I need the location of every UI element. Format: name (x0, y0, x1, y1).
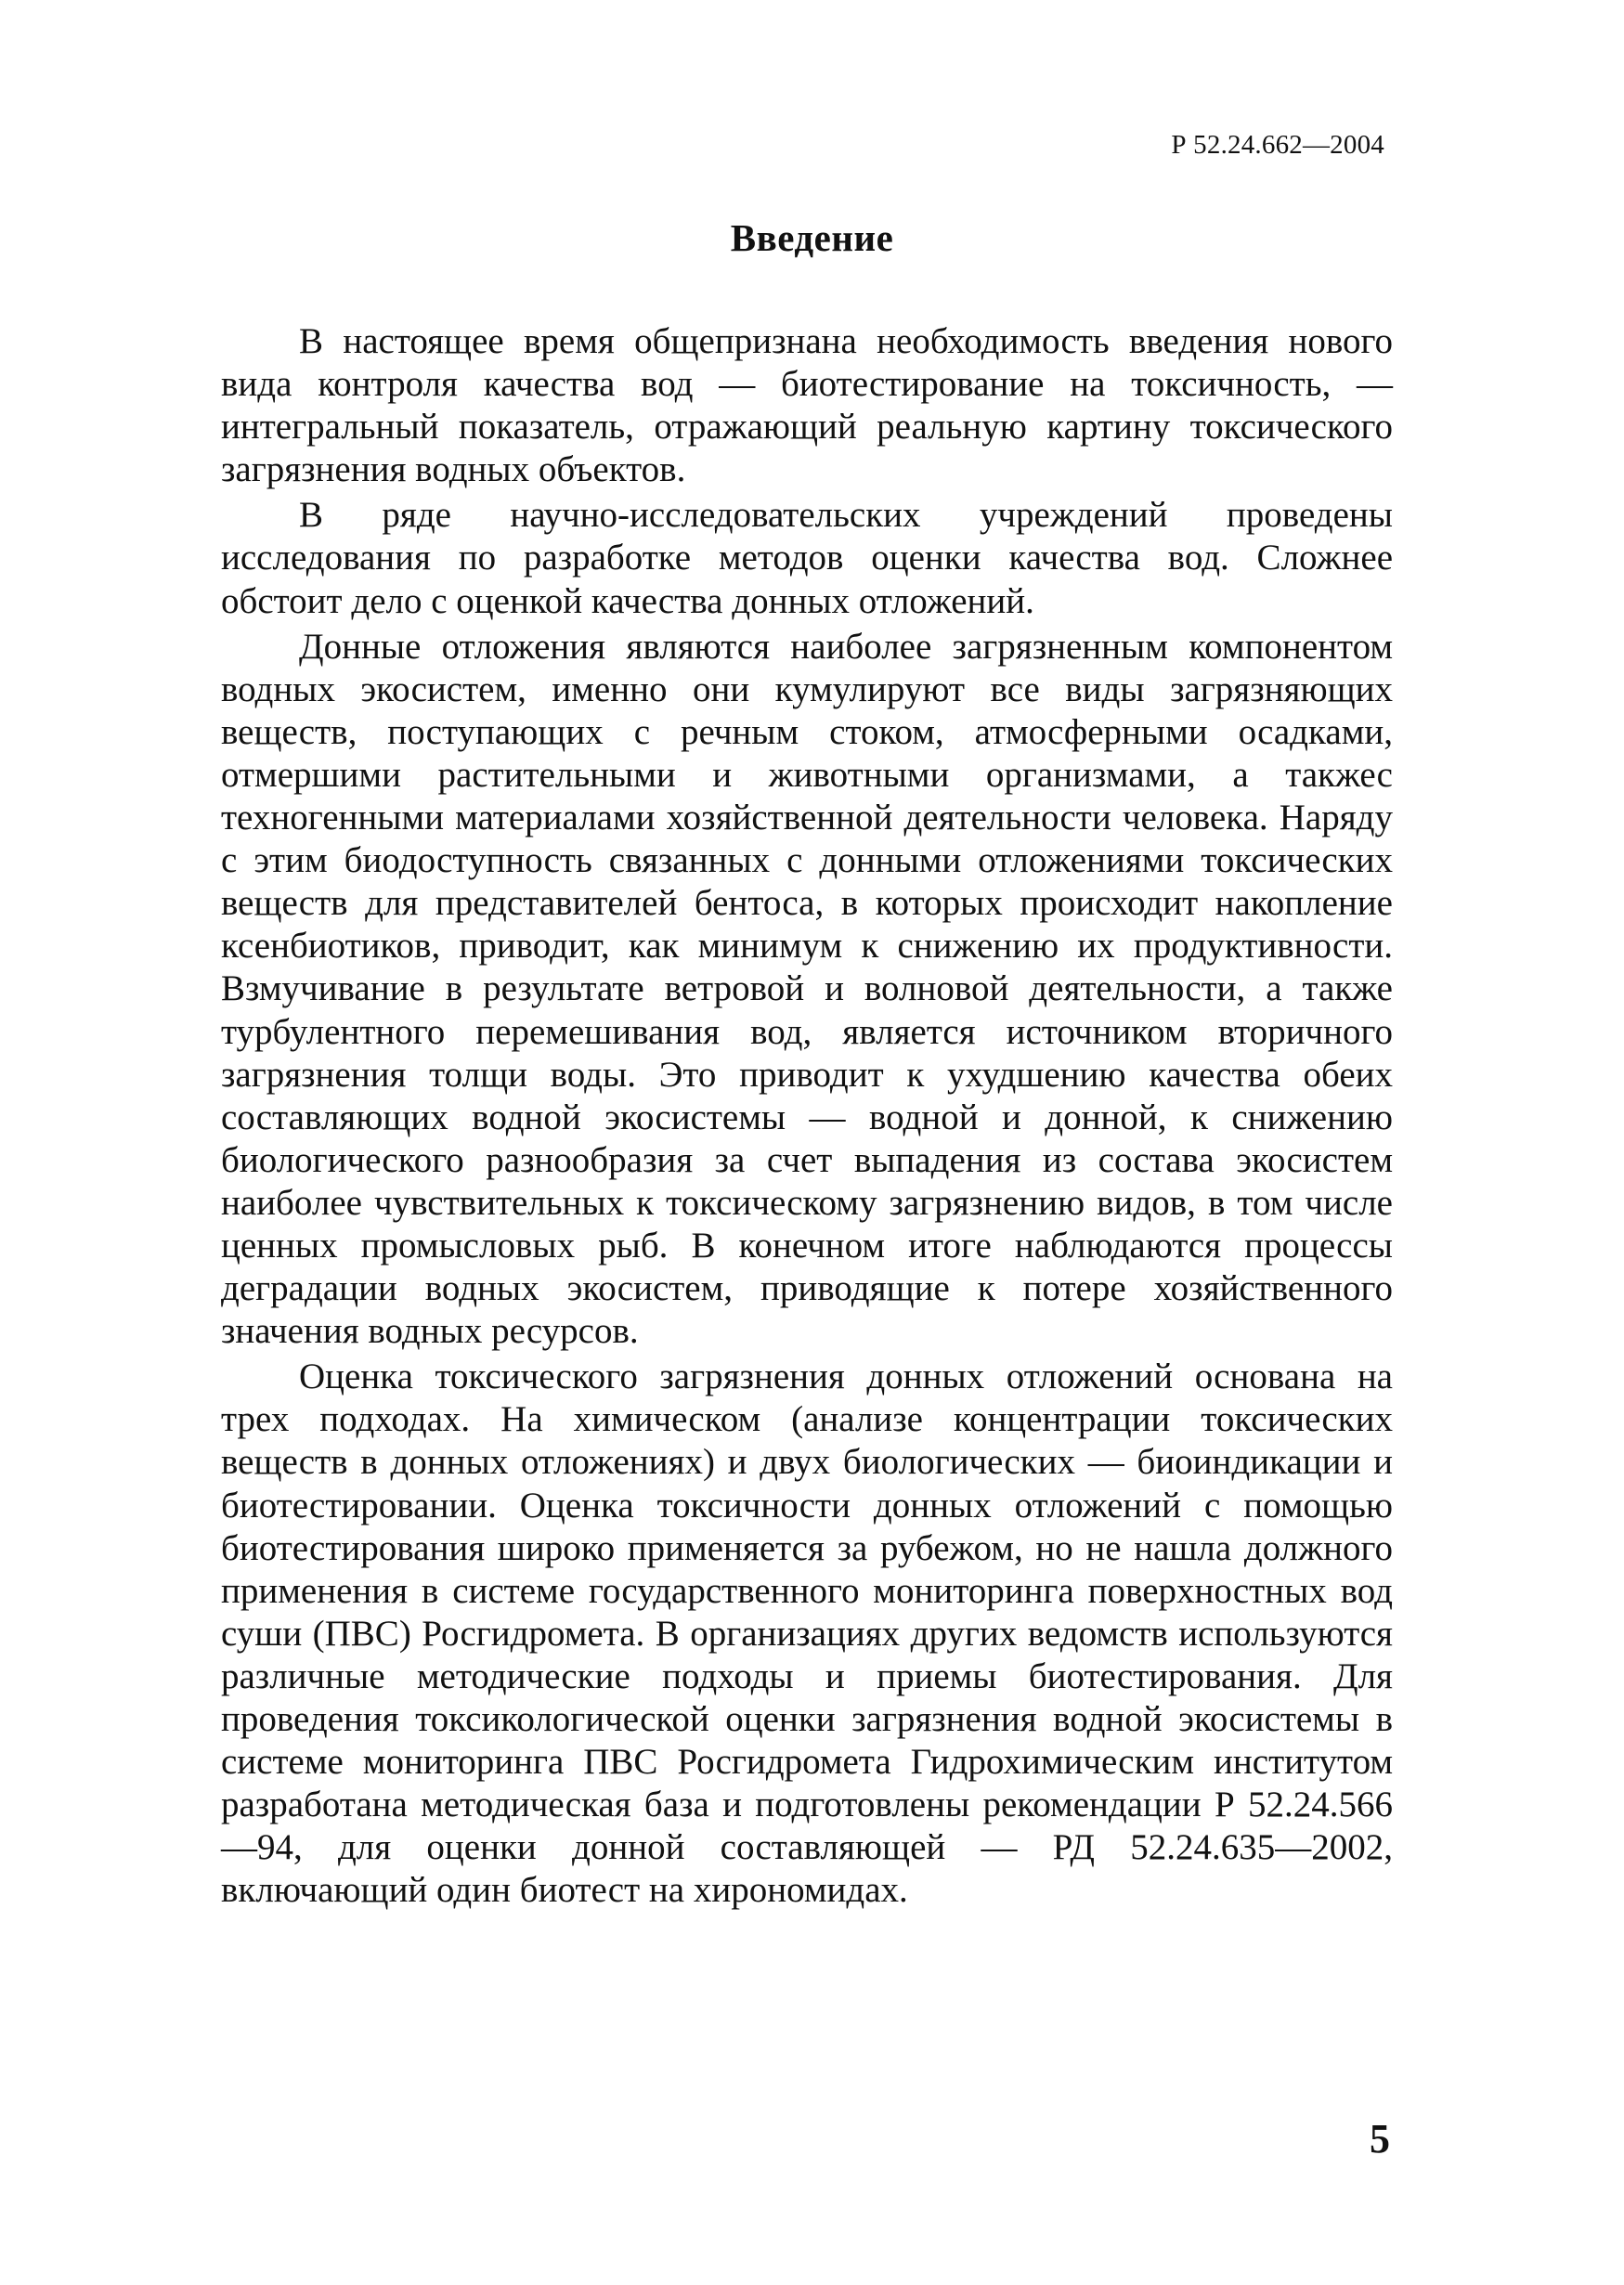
document-code: Р 52.24.662—2004 (1171, 130, 1384, 160)
paragraph-2: В ряде научно-исследовательских учреждений проведены исследования по разработке методов оценки качества вод. Сложнее обстоит дело с оценкой качества донных отложений. (221, 495, 1393, 621)
paragraph-3: Донные отложения являются наиболее загрязненным компонентом водных экосистем, именно они кумулируют все виды загрязняющих веществ, поступающих с речным стоком, атмосферными осадками, отмершими растительными и животными организмами, а такжес техногенными материалами хозяйственной деятельности человека. Наряду с этим биодоступность связанных с донными отложениями токсических веществ для представителей бентоса, в которых происходит накопление ксенбиотиков, приводит, как минимум к снижению их продуктивности. Взмучивание в результате ветровой и волновой деятельности, а также турбулентного перемешивания вод, является источником вторичного загрязнения толщи воды. Это приводит к ухудшению качества обеих составляющих водной экосистемы — водной и донной, к снижению биологического разнообразия за счет выпадения из состава экосистем наиболее чувствительных к токсическому загрязнению видов, в том числе ценных промысловых рыб. В конечном итоге наблюдаются процессы деградации водных экосистем, приводящие к потере хозяйственного значения водных ресурсов. (221, 626, 1393, 1352)
page-title: Введение (730, 216, 894, 259)
body-text (221, 320, 1393, 1912)
paragraph-1: В настоящее время общепризнана необходимость введения нового вида контроля качества вод — биотестирование на токсичность, — интегральный показатель, отражающий реальную картину токсического загрязнения водных объектов. (221, 321, 1393, 490)
page-number: 5 (1370, 2116, 1390, 2162)
paragraph-4: Оценка токсического загрязнения донных отложений основана на трех подходах. На химическом (анализе концентрации токсических веществ в донных отложениях) и двух биологических — биоиндикации и биотестировании. Оценка токсичности донных отложений с помощью биотестирования широко применяется за рубежом, но не нашла должного применения в системе государственного мониторинга поверхностных вод суши (ПВС) Росгидромета. В организациях других ведомств используются различные методические подходы и приемы биотестирования. Для проведения токсикологической оценки загрязнения водной экосистемы в системе мониторинга ПВС Росгидромета Гидрохимическим институтом разработана методическая база и подготовлены рекомендации Р 52.24.566—94, для оценки донной составляющей — РД 52.24.635—2002, включающий один биотест на хирономидах. (221, 1357, 1393, 1911)
